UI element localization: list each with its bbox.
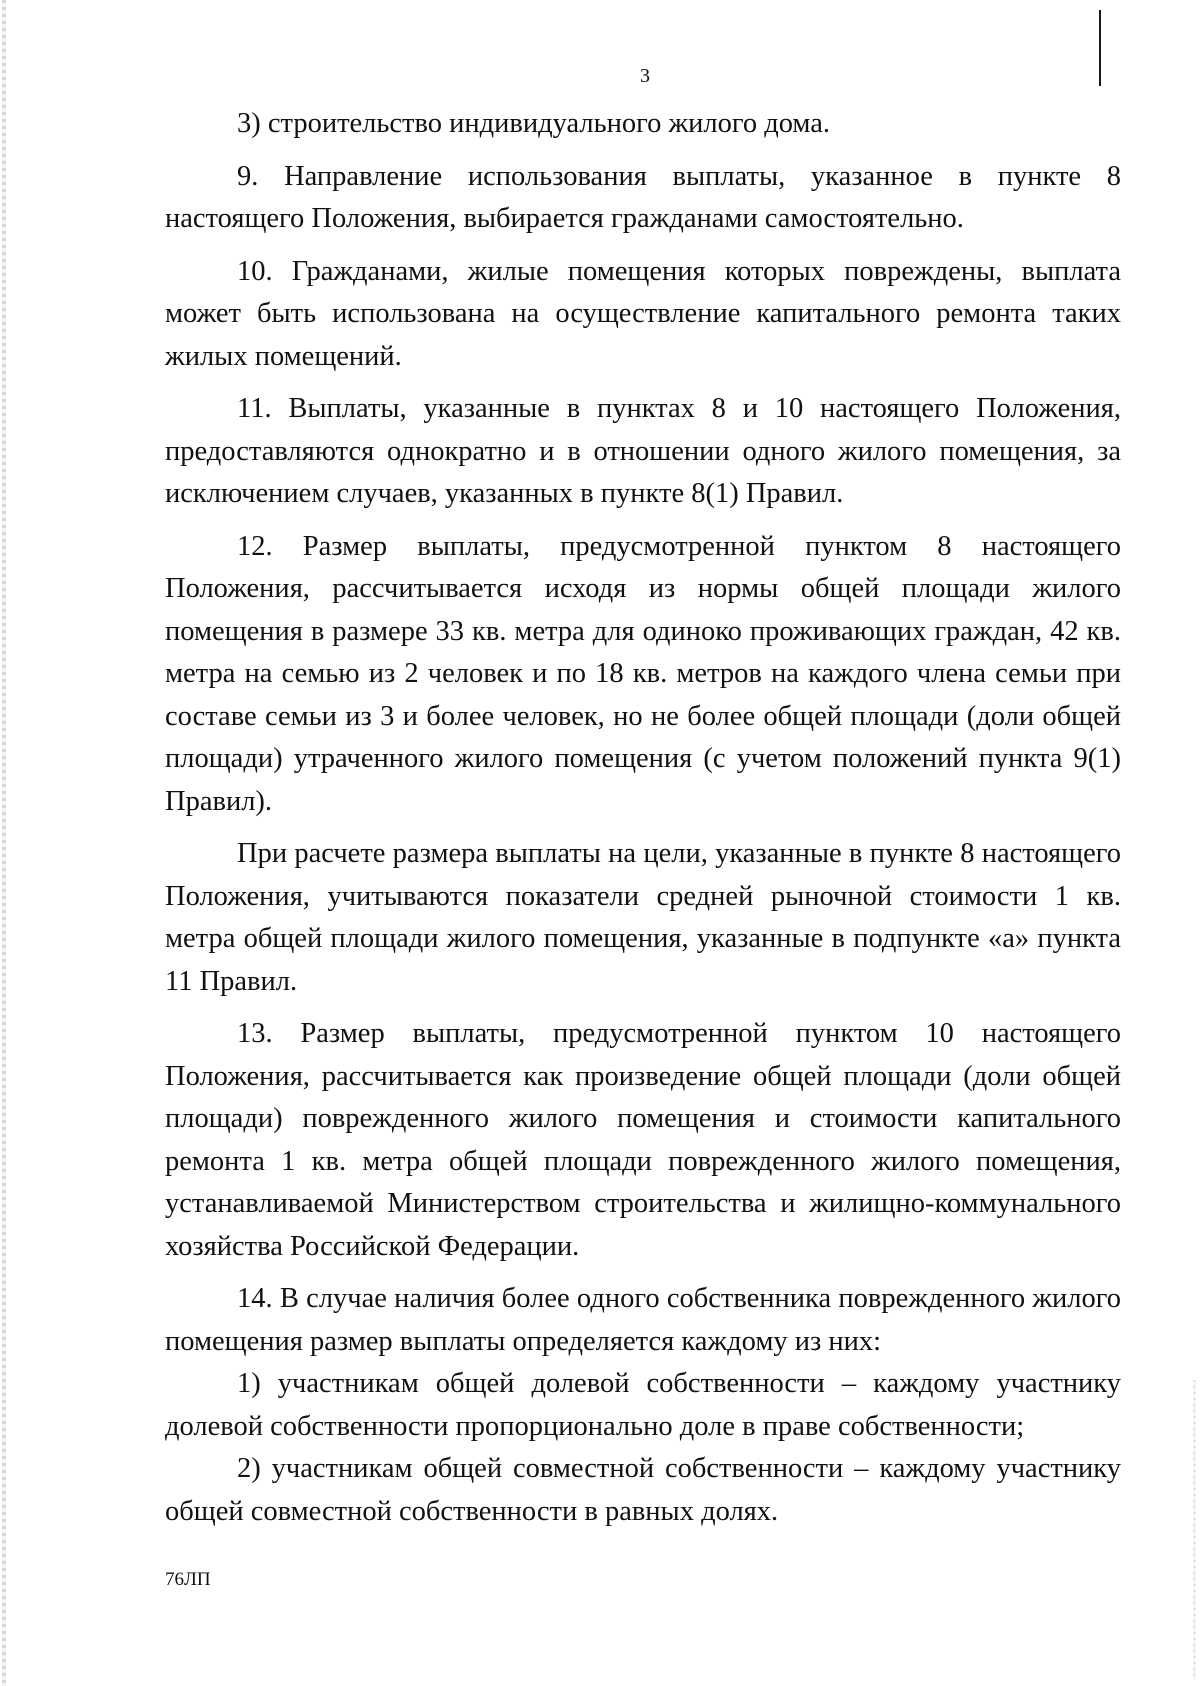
paragraph-item-3: 3) строительство индивидуального жилого дома.	[237, 108, 831, 139]
scan-edge-left	[2, 0, 6, 1686]
paragraph-11: 11. Выплаты, указанные в пунктах 8 и 10 настоящего Положения, предоставляются однократно и в отношении одного жилого помещения, за исключением случаев, указанных в пункте 8(1) Правил.	[165, 393, 1121, 509]
paragraph-12-continuation: При расчете размера выплаты на цели, указанные в пункте 8 настоящего Положения, учитываются показатели средней рыночной стоимости 1 кв. метра общей площади жилого помещения, указанные в подпункте «а» пункта 11 Правил.	[165, 838, 1121, 997]
scan-edge-right	[1193, 1380, 1196, 1680]
paragraph-14-item-2: 2) участникам общей совместной собственности – каждому участнику общей совместной собственности в равных долях.	[165, 1453, 1121, 1527]
page-number: 3	[640, 65, 650, 87]
paragraph-10: 10. Гражданами, жилые помещения которых повреждены, выплата может быть использована на осуществление капитального ремонта таких жилых помещений.	[165, 255, 1121, 372]
binder-mark	[1099, 10, 1101, 86]
document-body	[165, 103, 1121, 1533]
document-code: 76ЛП	[165, 1569, 211, 1590]
paragraph-9: 9. Направление использования выплаты, указанное в пункте 8 настоящего Положения, выбирается гражданами самостоятельно.	[165, 160, 1121, 234]
paragraph-14-item-1: 1) участникам общей долевой собственности – каждому участнику долевой собственности пропорционально доле в праве собственности;	[165, 1368, 1121, 1442]
paragraph-12: 12. Размер выплаты, предусмотренной пунктом 8 настоящего Положения, рассчитывается исходя из нормы общей площади жилого помещения в размере 33 кв. метра для одиноко проживающих граждан, 42 кв. метра на семью из 2 человек и по 18 кв. метров на каждого члена семьи при составе семьи из 3 и более человек, но не более общей площади (доли общей площади) утраченного жилого помещения (с учетом положений пункта 9(1) Правил).	[165, 530, 1121, 817]
paragraph-13: 13. Размер выплаты, предусмотренной пунктом 10 настоящего Положения, рассчитывается как произведение общей площади (доли общей площади) поврежденного жилого помещения и стоимости капитального ремонта 1 кв. метра общей площади поврежденного жилого помещения, устанавливаемой Министерством строительства и жилищно-коммунального хозяйства Российской Федерации.	[165, 1018, 1121, 1262]
paragraph-14: 14. В случае наличия более одного собственника поврежденного жилого помещения размер выплаты определяется каждому из них:	[165, 1283, 1121, 1357]
